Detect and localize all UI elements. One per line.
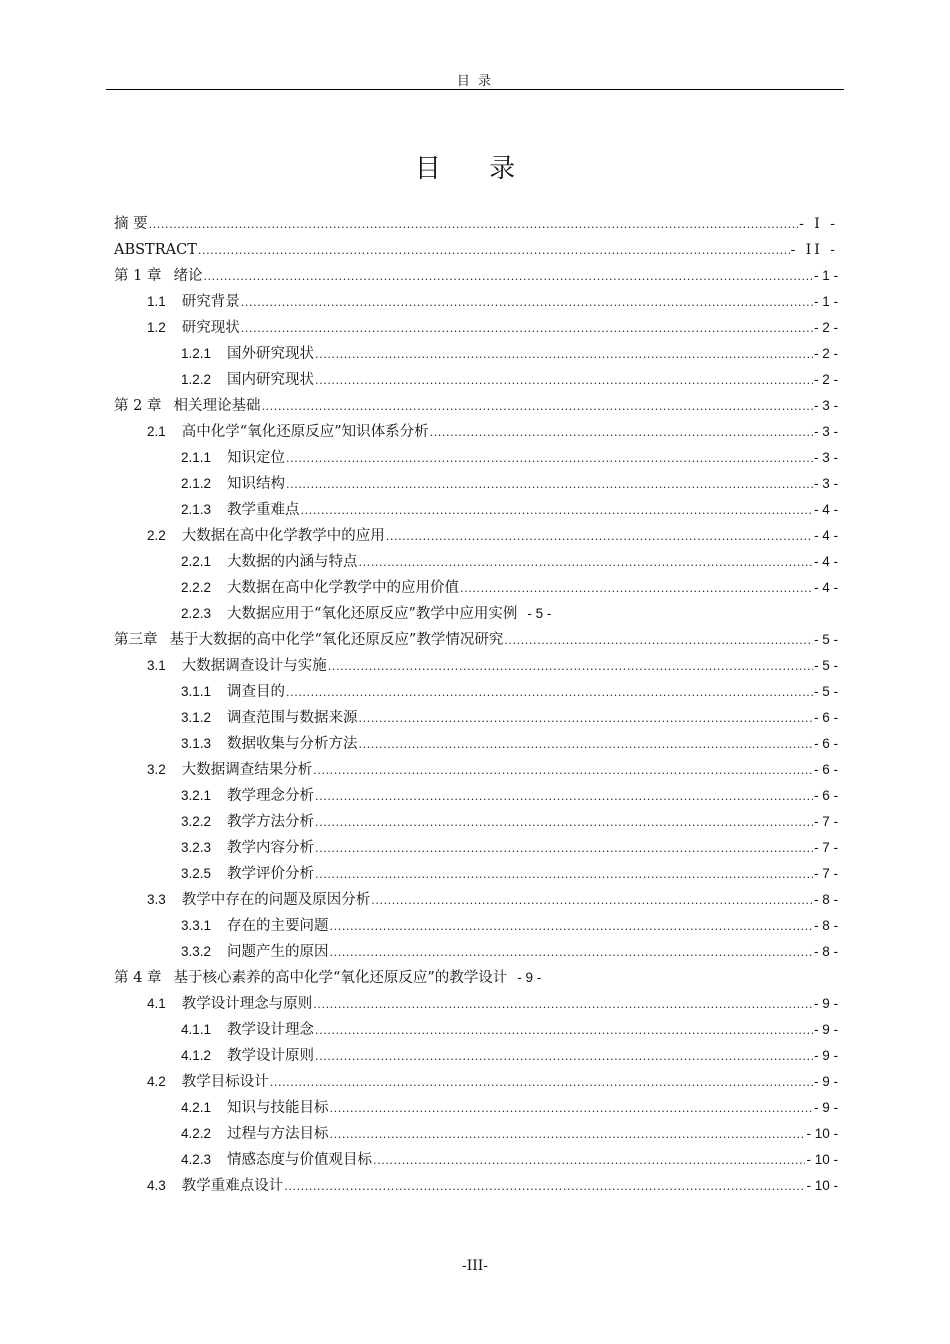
toc-entry-title: 教学方法分析 [227, 814, 315, 830]
toc-entry-page: - 3 - [813, 424, 838, 439]
toc-entry-title: ABSTRACT [114, 242, 197, 258]
toc-entry-page: - 6 - [813, 762, 838, 777]
toc-entry-title: 教学理念分析 [227, 788, 315, 804]
toc-entry-number: 4.1.1 [181, 1022, 212, 1037]
header-rule [106, 89, 844, 90]
toc-entry-page: - 7 - [813, 814, 838, 829]
toc-entry[interactable] [114, 523, 838, 549]
toc-entry[interactable] [114, 341, 838, 367]
toc-entry-title: 教学中存在的问题及原因分析 [181, 892, 371, 908]
toc-entry-page: - 5 - [813, 632, 838, 647]
toc-entry[interactable] [114, 211, 838, 237]
page-number: -III- [461, 1258, 489, 1274]
toc-entry-number: 4.2.3 [181, 1152, 212, 1167]
toc-dot-leader [315, 784, 813, 810]
toc-entry[interactable] [114, 1121, 838, 1147]
toc-entry-title: 问题产生的原因 [227, 944, 329, 960]
toc-entry-title: 教学重难点设计 [181, 1178, 284, 1194]
toc-entry-title: 教学目标设计 [181, 1074, 269, 1090]
toc-entry-number: 第 2 章 [114, 398, 162, 414]
toc-entry-number: 2.2.3 [181, 606, 212, 621]
toc-entry-title: 教学内容分析 [227, 840, 315, 856]
toc-entry-page: - 5 - [813, 658, 838, 673]
toc-entry-title: 知识结构 [227, 476, 286, 492]
toc-dot-leader [286, 472, 813, 498]
toc-entry[interactable] [114, 1095, 838, 1121]
toc-entry[interactable] [114, 1043, 838, 1069]
toc-entry[interactable] [114, 393, 838, 419]
toc-entry[interactable] [114, 1147, 838, 1173]
toc-dot-leader [313, 992, 813, 1018]
toc-entry[interactable] [114, 445, 838, 471]
toc-entry-page: - 6 - [813, 736, 838, 751]
toc-entry-number: 2.1 [147, 424, 166, 439]
toc-entry[interactable] [114, 679, 838, 705]
toc-entry-page: - 2 - [813, 346, 838, 361]
toc-entry[interactable] [114, 731, 838, 757]
toc-entry-number: 3.3 [147, 892, 166, 907]
toc-entry-number: 1.2.2 [181, 372, 212, 387]
toc-entry[interactable] [114, 809, 838, 835]
toc-entry[interactable] [114, 653, 838, 679]
toc-entry-title: 调查目的 [227, 684, 286, 700]
toc-entry-number: 第 4 章 [114, 970, 162, 986]
toc-entry-number: 3.1.2 [181, 710, 212, 725]
toc-entry-title: 知识定位 [227, 450, 286, 466]
toc-entry-title: 调查范围与数据来源 [227, 710, 358, 726]
toc-entry-number: 3.2.2 [181, 814, 212, 829]
toc-entry-title: 高中化学“氧化还原反应”知识体系分析 [181, 424, 429, 440]
toc-entry-title: 大数据在高中化学教学中的应用价值 [227, 580, 460, 596]
toc-entry[interactable] [114, 1069, 838, 1095]
toc-dot-leader [359, 706, 813, 732]
toc-entry-page: - 10 - [806, 1152, 838, 1167]
toc-entry-number: 4.3 [147, 1178, 166, 1193]
toc-entry-number: 3.3.2 [181, 944, 212, 959]
toc-entry[interactable] [114, 1017, 838, 1043]
toc-entry-number: 4.1.2 [181, 1048, 212, 1063]
toc-entry-number: 3.1 [147, 658, 166, 673]
toc-dot-leader [359, 550, 813, 576]
toc-entry-title: 国内研究现状 [227, 372, 315, 388]
toc-entry-number: 4.1 [147, 996, 166, 1011]
toc-dot-leader [241, 316, 813, 342]
toc-entry-number: 3.1.3 [181, 736, 212, 751]
toc-entry-title: 大数据的内涵与特点 [227, 554, 358, 570]
toc-entry[interactable] [114, 991, 838, 1017]
toc-entry-page: - 9 - [813, 1100, 838, 1115]
toc-entry-title: 大数据调查设计与实施 [181, 658, 327, 674]
toc-dot-leader [301, 498, 813, 524]
toc-dot-leader [315, 862, 813, 888]
toc-entry-page: - 3 - [813, 398, 838, 413]
toc-entry[interactable] [114, 419, 838, 445]
toc-entry-page: - 6 - [813, 788, 838, 803]
toc-entry-title: 存在的主要问题 [227, 918, 329, 934]
toc-entry-page: - 9 - [813, 1048, 838, 1063]
toc-entry-title: 绪论 [173, 268, 203, 284]
toc-dot-leader [284, 1174, 805, 1200]
toc-entry-number: 4.2 [147, 1074, 166, 1089]
toc-dot-leader [198, 238, 790, 264]
toc-dot-leader [286, 680, 813, 706]
toc-entry[interactable] [114, 549, 838, 575]
toc-entry-title: 国外研究现状 [227, 346, 315, 362]
toc-dot-leader [270, 1070, 813, 1096]
toc-entry-number: 1.2.1 [181, 346, 212, 361]
toc-entry-page: - 7 - [813, 840, 838, 855]
toc-entry-number: 3.2.3 [181, 840, 212, 855]
toc-entry-number: 2.2.2 [181, 580, 212, 595]
toc-entry-number: 4.2.2 [181, 1126, 212, 1141]
toc-dot-leader [203, 264, 813, 290]
toc-entry-number: 2.1.1 [181, 450, 212, 465]
toc-entry-page: - 3 - [813, 476, 838, 491]
toc-entry-number: 2.1.2 [181, 476, 212, 491]
toc-entry-title: 研究现状 [181, 320, 240, 336]
toc-entry-page: - 10 - [806, 1178, 838, 1193]
table-of-contents [114, 211, 838, 1199]
toc-entry-page: - 8 - [813, 918, 838, 933]
toc-entry[interactable] [114, 783, 838, 809]
toc-dot-leader [149, 212, 798, 238]
toc-entry-page: - I - [799, 216, 838, 232]
toc-entry-number: 1.2 [147, 320, 166, 335]
toc-dot-leader [315, 1044, 813, 1070]
toc-entry-page: - 4 - [813, 502, 838, 517]
toc-dot-leader [330, 914, 813, 940]
toc-entry-number: 4.2.1 [181, 1100, 212, 1115]
toc-entry[interactable] [114, 887, 838, 913]
toc-entry-title: 教学设计原则 [227, 1048, 315, 1064]
toc-entry-title: 过程与方法目标 [227, 1126, 329, 1142]
toc-entry[interactable] [114, 757, 838, 783]
toc-entry[interactable] [114, 289, 838, 315]
toc-entry-page: - 9 - [517, 970, 542, 985]
toc-entry-number: 2.1.3 [181, 502, 212, 517]
toc-entry-title: 基于大数据的高中化学“氧化还原反应”教学情况研究 [169, 632, 504, 648]
toc-dot-leader [315, 368, 813, 394]
toc-entry-title: 大数据应用于“氧化还原反应”教学中应用实例 [227, 606, 518, 622]
toc-entry-title: 基于核心素养的高中化学“氧化还原反应”的教学设计 [173, 970, 508, 986]
toc-dot-leader [359, 732, 813, 758]
toc-entry-page: - 8 - [813, 944, 838, 959]
toc-entry[interactable] [114, 237, 838, 263]
toc-dot-leader [460, 576, 813, 602]
toc-entry-title: 教学设计理念与原则 [181, 996, 313, 1012]
toc-dot-leader [504, 628, 813, 654]
toc-entry-number: 1.1 [147, 294, 166, 309]
toc-entry-title: 数据收集与分析方法 [227, 736, 358, 752]
toc-entry-number: 3.2.5 [181, 866, 212, 881]
toc-entry-page: - 5 - [527, 606, 552, 621]
toc-entry-title: 大数据在高中化学教学中的应用 [181, 528, 385, 544]
toc-entry-title: 摘 要 [114, 216, 148, 232]
toc-dot-leader [315, 1018, 813, 1044]
toc-entry[interactable] [114, 601, 838, 627]
toc-entry-page: - II - [790, 242, 838, 258]
toc-entry-page: - 6 - [813, 710, 838, 725]
toc-dot-leader [286, 446, 813, 472]
toc-entry-number: 3.1.1 [181, 684, 212, 699]
toc-entry[interactable] [114, 861, 838, 887]
toc-entry-page: - 9 - [813, 1074, 838, 1089]
toc-entry[interactable] [114, 913, 838, 939]
toc-entry-title: 相关理论基础 [173, 398, 261, 414]
page-title: 目 录 [414, 154, 536, 184]
toc-dot-leader [315, 836, 813, 862]
toc-entry-number: 2.2.1 [181, 554, 212, 569]
toc-entry-title: 情感态度与价值观目标 [227, 1152, 373, 1168]
toc-entry-number: 3.2.1 [181, 788, 212, 803]
toc-entry-title: 知识与技能目标 [227, 1100, 329, 1116]
toc-entry[interactable] [114, 497, 838, 523]
toc-entry[interactable] [114, 315, 838, 341]
toc-dot-leader [330, 1122, 806, 1148]
toc-entry-number: 3.2 [147, 762, 166, 777]
toc-entry-page: - 1 - [813, 268, 838, 283]
toc-dot-leader [241, 290, 813, 316]
toc-entry-number: 第三章 [114, 632, 158, 648]
toc-dot-leader [330, 940, 813, 966]
toc-entry-page: - 2 - [813, 372, 838, 387]
toc-entry-page: - 1 - [813, 294, 838, 309]
toc-entry-number: 2.2 [147, 528, 166, 543]
toc-entry-page: - 10 - [806, 1126, 838, 1141]
toc-dot-leader [313, 758, 813, 784]
toc-dot-leader [373, 1148, 805, 1174]
toc-entry[interactable] [114, 627, 838, 653]
toc-entry[interactable] [114, 965, 838, 991]
toc-entry-title: 研究背景 [181, 294, 240, 310]
toc-entry-page: - 4 - [813, 528, 838, 543]
toc-dot-leader [430, 420, 813, 446]
toc-entry-page: - 4 - [813, 580, 838, 595]
toc-entry-title: 教学评价分析 [227, 866, 315, 882]
toc-dot-leader [328, 654, 813, 680]
toc-dot-leader [371, 888, 813, 914]
toc-entry[interactable] [114, 367, 838, 393]
toc-entry-page: - 3 - [813, 450, 838, 465]
toc-entry[interactable] [114, 1173, 838, 1199]
toc-entry[interactable] [114, 835, 838, 861]
toc-entry-page: - 9 - [813, 996, 838, 1011]
toc-entry-page: - 4 - [813, 554, 838, 569]
toc-entry-page: - 8 - [813, 892, 838, 907]
toc-entry-title: 大数据调查结果分析 [181, 762, 313, 778]
toc-dot-leader [315, 342, 813, 368]
toc-entry-page: - 5 - [813, 684, 838, 699]
toc-entry-page: - 7 - [813, 866, 838, 881]
toc-entry-page: - 2 - [813, 320, 838, 335]
toc-entry[interactable] [114, 263, 838, 289]
running-header: 目 录 [456, 74, 494, 89]
toc-dot-leader [386, 524, 813, 550]
toc-entry[interactable] [114, 575, 838, 601]
toc-entry-number: 3.3.1 [181, 918, 212, 933]
toc-entry-number: 第 1 章 [114, 268, 162, 284]
toc-dot-leader [261, 394, 813, 420]
toc-dot-leader [330, 1096, 813, 1122]
toc-entry[interactable] [114, 939, 838, 965]
toc-entry-page: - 9 - [813, 1022, 838, 1037]
toc-entry-title: 教学重难点 [227, 502, 300, 518]
toc-entry[interactable] [114, 705, 838, 731]
toc-entry-title: 教学设计理念 [227, 1022, 315, 1038]
toc-dot-leader [315, 810, 813, 836]
toc-entry[interactable] [114, 471, 838, 497]
